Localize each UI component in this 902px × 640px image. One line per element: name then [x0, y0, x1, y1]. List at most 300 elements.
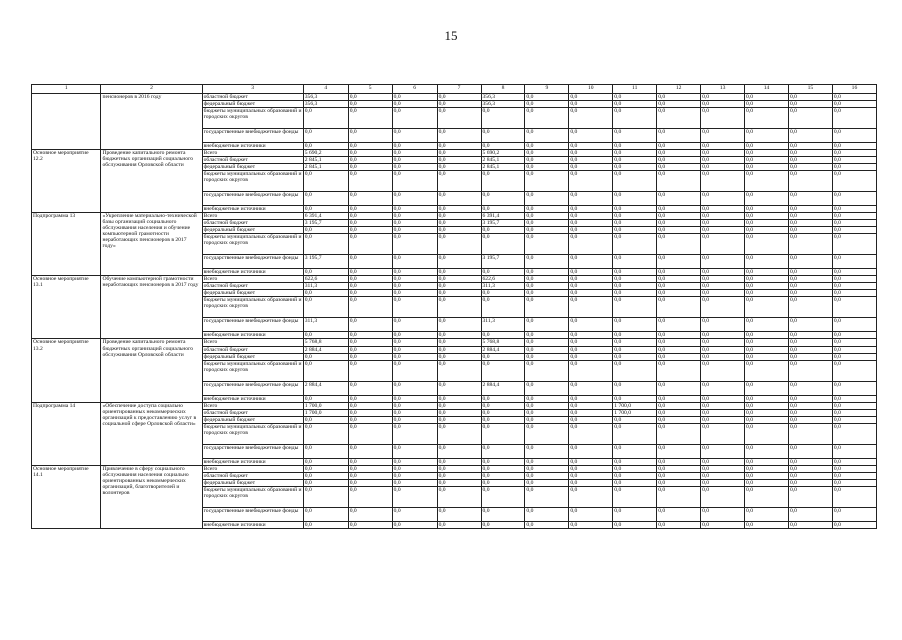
- value-cell: 0,0: [701, 402, 745, 409]
- value-cell: 0,0: [745, 164, 789, 171]
- table-body: [32, 94, 877, 529]
- value-cell: 0,0: [788, 206, 832, 213]
- value-cell: 0,0: [392, 171, 437, 192]
- program-description-cell: пенсионеров в 2016 году: [101, 94, 202, 150]
- funding-source-cell: внебюджетные источники: [202, 143, 303, 150]
- value-cell: 0,0: [348, 269, 392, 276]
- value-cell: 0,0: [832, 143, 876, 150]
- value-cell: 0,0: [788, 213, 832, 220]
- value-cell: 0,0: [569, 402, 613, 409]
- value-cell: 622,6: [303, 276, 348, 283]
- value-cell: 0,0: [832, 486, 876, 507]
- value-cell: 0,0: [569, 381, 613, 395]
- column-number: 13: [701, 85, 745, 94]
- column-number: 8: [481, 85, 525, 94]
- value-cell: 0,0: [657, 255, 701, 269]
- value-cell: 0,0: [437, 339, 481, 346]
- value-cell: 0,0: [788, 234, 832, 255]
- value-cell: 356,3: [481, 94, 525, 101]
- funding-source-cell: государственные внебюджетные фонды: [202, 255, 303, 269]
- value-cell: 0,0: [437, 507, 481, 521]
- value-cell: 0,0: [788, 332, 832, 339]
- value-cell: 0,0: [392, 157, 437, 164]
- value-cell: 0,0: [481, 360, 525, 381]
- value-cell: 0,0: [788, 479, 832, 486]
- value-cell: 0,0: [303, 416, 348, 423]
- funding-source-cell: федеральный бюджет: [202, 227, 303, 234]
- value-cell: 2 845,1: [303, 164, 348, 171]
- value-cell: 0,0: [745, 339, 789, 346]
- value-cell: 0,0: [701, 213, 745, 220]
- value-cell: 0,0: [832, 353, 876, 360]
- value-cell: 0,0: [832, 423, 876, 444]
- value-cell: 0,0: [303, 234, 348, 255]
- value-cell: 0,0: [348, 465, 392, 472]
- value-cell: 0,0: [437, 444, 481, 458]
- value-cell: 0,0: [569, 290, 613, 297]
- funding-source-cell: Всего: [202, 213, 303, 220]
- value-cell: 0,0: [613, 479, 657, 486]
- value-cell: 0,0: [525, 346, 569, 353]
- value-cell: 0,0: [437, 164, 481, 171]
- value-cell: 0,0: [745, 472, 789, 479]
- value-cell: 0,0: [437, 395, 481, 402]
- value-cell: 0,0: [657, 157, 701, 164]
- value-cell: 0,0: [348, 521, 392, 528]
- value-cell: 0,0: [569, 164, 613, 171]
- value-cell: 0,0: [569, 409, 613, 416]
- value-cell: 0,0: [392, 395, 437, 402]
- value-cell: 0,0: [701, 108, 745, 129]
- value-cell: 0,0: [481, 234, 525, 255]
- value-cell: 0,0: [481, 192, 525, 206]
- funding-source-cell: государственные внебюджетные фонды: [202, 192, 303, 206]
- value-cell: 0,0: [745, 486, 789, 507]
- value-cell: 0,0: [657, 521, 701, 528]
- value-cell: 0,0: [392, 276, 437, 283]
- value-cell: 0,0: [392, 458, 437, 465]
- value-cell: 0,0: [745, 409, 789, 416]
- value-cell: 0,0: [348, 423, 392, 444]
- value-cell: 0,0: [525, 206, 569, 213]
- value-cell: 0,0: [392, 381, 437, 395]
- value-cell: 0,0: [832, 395, 876, 402]
- value-cell: 0,0: [745, 353, 789, 360]
- value-cell: 5 768,8: [303, 339, 348, 346]
- value-cell: 0,0: [657, 318, 701, 332]
- value-cell: 0,0: [481, 353, 525, 360]
- value-cell: 0,0: [613, 227, 657, 234]
- funding-source-cell: Всего: [202, 402, 303, 409]
- value-cell: 0,0: [569, 507, 613, 521]
- value-cell: 0,0: [525, 353, 569, 360]
- value-cell: 0,0: [303, 479, 348, 486]
- value-cell: 0,0: [745, 108, 789, 129]
- value-cell: 0,0: [569, 346, 613, 353]
- value-cell: 0,0: [481, 472, 525, 479]
- value-cell: 0,0: [788, 290, 832, 297]
- value-cell: 0,0: [745, 150, 789, 157]
- value-cell: 0,0: [788, 409, 832, 416]
- value-cell: 0,0: [832, 108, 876, 129]
- table-row: [32, 402, 877, 409]
- value-cell: 0,0: [392, 402, 437, 409]
- value-cell: 0,0: [525, 465, 569, 472]
- value-cell: 0,0: [348, 381, 392, 395]
- value-cell: 0,0: [832, 150, 876, 157]
- value-cell: 0,0: [437, 171, 481, 192]
- value-cell: 0,0: [788, 255, 832, 269]
- value-cell: 0,0: [832, 101, 876, 108]
- value-cell: 0,0: [525, 318, 569, 332]
- value-cell: 0,0: [437, 486, 481, 507]
- value-cell: 0,0: [788, 157, 832, 164]
- value-cell: 0,0: [569, 395, 613, 402]
- value-cell: 0,0: [701, 360, 745, 381]
- value-cell: 0,0: [745, 143, 789, 150]
- value-cell: 2 884,4: [303, 381, 348, 395]
- value-cell: 311,3: [481, 283, 525, 290]
- value-cell: 6 391,4: [481, 213, 525, 220]
- value-cell: 0,0: [788, 353, 832, 360]
- table-row: [32, 339, 877, 346]
- value-cell: 0,0: [392, 360, 437, 381]
- value-cell: 0,0: [303, 192, 348, 206]
- value-cell: 0,0: [701, 297, 745, 318]
- value-cell: 0,0: [569, 521, 613, 528]
- value-cell: 0,0: [437, 206, 481, 213]
- value-cell: 0,0: [569, 94, 613, 101]
- value-cell: 0,0: [392, 297, 437, 318]
- value-cell: 0,0: [569, 416, 613, 423]
- value-cell: 0,0: [657, 458, 701, 465]
- value-cell: 0,0: [745, 465, 789, 472]
- value-cell: 0,0: [788, 227, 832, 234]
- value-cell: 0,0: [348, 276, 392, 283]
- value-cell: 0,0: [348, 339, 392, 346]
- value-cell: 0,0: [613, 395, 657, 402]
- funding-source-cell: бюджеты муниципальных образований и городских округов: [202, 108, 303, 129]
- funding-source-cell: федеральный бюджет: [202, 290, 303, 297]
- value-cell: 0,0: [303, 444, 348, 458]
- value-cell: 0,0: [481, 479, 525, 486]
- value-cell: 0,0: [525, 444, 569, 458]
- funding-source-cell: государственные внебюджетные фонды: [202, 444, 303, 458]
- value-cell: 0,0: [657, 283, 701, 290]
- value-cell: 0,0: [613, 276, 657, 283]
- value-cell: 0,0: [348, 472, 392, 479]
- funding-source-cell: государственные внебюджетные фонды: [202, 318, 303, 332]
- value-cell: 0,0: [392, 353, 437, 360]
- value-cell: 0,0: [788, 108, 832, 129]
- value-cell: 0,0: [525, 164, 569, 171]
- value-cell: 0,0: [613, 171, 657, 192]
- program-description-cell: Привлечение в сферу социального обслуживания населения социально ориентированных некоммерческих организаций, благотворителей и волонтеров: [101, 465, 202, 528]
- value-cell: 0,0: [481, 486, 525, 507]
- value-cell: 0,0: [303, 269, 348, 276]
- column-number: 5: [348, 85, 392, 94]
- value-cell: 0,0: [348, 206, 392, 213]
- value-cell: 0,0: [348, 101, 392, 108]
- value-cell: 0,0: [745, 423, 789, 444]
- value-cell: 622,6: [481, 276, 525, 283]
- value-cell: 0,0: [613, 164, 657, 171]
- funding-source-cell: бюджеты муниципальных образований и городских округов: [202, 171, 303, 192]
- column-number: 15: [788, 85, 832, 94]
- value-cell: 0,0: [701, 458, 745, 465]
- value-cell: 0,0: [745, 101, 789, 108]
- value-cell: 0,0: [832, 479, 876, 486]
- funding-source-cell: областной бюджет: [202, 220, 303, 227]
- value-cell: 0,0: [481, 521, 525, 528]
- value-cell: 0,0: [481, 458, 525, 465]
- value-cell: 0,0: [569, 339, 613, 346]
- value-cell: 0,0: [348, 479, 392, 486]
- value-cell: 0,0: [832, 157, 876, 164]
- value-cell: 0,0: [613, 486, 657, 507]
- value-cell: 0,0: [613, 297, 657, 318]
- value-cell: 0,0: [745, 269, 789, 276]
- value-cell: 0,0: [613, 192, 657, 206]
- value-cell: 0,0: [303, 297, 348, 318]
- value-cell: 0,0: [348, 416, 392, 423]
- value-cell: 0,0: [788, 521, 832, 528]
- value-cell: 0,0: [701, 521, 745, 528]
- value-cell: 0,0: [481, 297, 525, 318]
- value-cell: 0,0: [745, 283, 789, 290]
- value-cell: 0,0: [613, 213, 657, 220]
- value-cell: 0,0: [832, 213, 876, 220]
- value-cell: 0,0: [832, 318, 876, 332]
- value-cell: 0,0: [392, 318, 437, 332]
- value-cell: 0,0: [569, 269, 613, 276]
- funding-source-cell: Всего: [202, 276, 303, 283]
- value-cell: 0,0: [437, 129, 481, 143]
- table-row: [32, 465, 877, 472]
- value-cell: 0,0: [745, 157, 789, 164]
- value-cell: 0,0: [657, 339, 701, 346]
- value-cell: 0,0: [613, 360, 657, 381]
- value-cell: 0,0: [392, 416, 437, 423]
- value-cell: 0,0: [481, 507, 525, 521]
- value-cell: 0,0: [657, 360, 701, 381]
- value-cell: 0,0: [437, 255, 481, 269]
- value-cell: 0,0: [657, 465, 701, 472]
- value-cell: 0,0: [613, 129, 657, 143]
- value-cell: 0,0: [392, 150, 437, 157]
- value-cell: 0,0: [348, 220, 392, 227]
- value-cell: 0,0: [657, 472, 701, 479]
- value-cell: 0,0: [437, 465, 481, 472]
- value-cell: 0,0: [701, 479, 745, 486]
- value-cell: 0,0: [437, 269, 481, 276]
- value-cell: 0,0: [348, 290, 392, 297]
- value-cell: 0,0: [613, 143, 657, 150]
- value-cell: 0,0: [437, 416, 481, 423]
- table-row: [32, 276, 877, 283]
- value-cell: 0,0: [569, 255, 613, 269]
- funding-source-cell: областной бюджет: [202, 346, 303, 353]
- column-number: 12: [657, 85, 701, 94]
- value-cell: 0,0: [832, 227, 876, 234]
- program-name-cell: Основное мероприятие 13.1: [32, 276, 101, 339]
- value-cell: 0,0: [303, 171, 348, 192]
- value-cell: 1 700,0: [613, 409, 657, 416]
- value-cell: 0,0: [437, 192, 481, 206]
- funding-source-cell: Всего: [202, 465, 303, 472]
- value-cell: 0,0: [613, 381, 657, 395]
- funding-source-cell: областной бюджет: [202, 157, 303, 164]
- value-cell: 0,0: [392, 409, 437, 416]
- value-cell: 0,0: [788, 269, 832, 276]
- value-cell: 0,0: [569, 332, 613, 339]
- value-cell: 0,0: [437, 297, 481, 318]
- value-cell: 0,0: [701, 164, 745, 171]
- value-cell: 0,0: [437, 521, 481, 528]
- value-cell: 0,0: [745, 227, 789, 234]
- value-cell: 0,0: [569, 283, 613, 290]
- value-cell: 0,0: [745, 346, 789, 353]
- value-cell: 0,0: [481, 129, 525, 143]
- value-cell: 0,0: [437, 402, 481, 409]
- value-cell: 0,0: [657, 297, 701, 318]
- value-cell: 0,0: [657, 150, 701, 157]
- value-cell: 0,0: [788, 276, 832, 283]
- budget-table: [31, 84, 877, 529]
- value-cell: 0,0: [392, 444, 437, 458]
- value-cell: 0,0: [525, 171, 569, 192]
- value-cell: 0,0: [525, 360, 569, 381]
- value-cell: 0,0: [657, 143, 701, 150]
- value-cell: 0,0: [348, 409, 392, 416]
- value-cell: 0,0: [701, 486, 745, 507]
- value-cell: 0,0: [481, 171, 525, 192]
- value-cell: 0,0: [657, 227, 701, 234]
- value-cell: 0,0: [701, 353, 745, 360]
- value-cell: 0,0: [657, 381, 701, 395]
- value-cell: 0,0: [657, 220, 701, 227]
- value-cell: 1 700,0: [303, 402, 348, 409]
- value-cell: 0,0: [569, 234, 613, 255]
- table-row: [32, 150, 877, 157]
- value-cell: 0,0: [481, 290, 525, 297]
- funding-source-cell: государственные внебюджетные фонды: [202, 129, 303, 143]
- value-cell: 0,0: [437, 353, 481, 360]
- funding-source-cell: областной бюджет: [202, 283, 303, 290]
- value-cell: 0,0: [788, 416, 832, 423]
- funding-source-cell: федеральный бюджет: [202, 101, 303, 108]
- funding-source-cell: областной бюджет: [202, 409, 303, 416]
- value-cell: 0,0: [613, 220, 657, 227]
- value-cell: 2 884,4: [303, 346, 348, 353]
- value-cell: 3 195,7: [303, 255, 348, 269]
- value-cell: 0,0: [481, 206, 525, 213]
- value-cell: 0,0: [832, 339, 876, 346]
- value-cell: 311,3: [481, 318, 525, 332]
- value-cell: 0,0: [745, 318, 789, 332]
- value-cell: 0,0: [701, 234, 745, 255]
- value-cell: 0,0: [392, 521, 437, 528]
- value-cell: 0,0: [392, 129, 437, 143]
- program-description-cell: Обучение компьютерной грамотности неработающих пенсионеров в 2017 году: [101, 276, 202, 339]
- value-cell: 0,0: [437, 360, 481, 381]
- value-cell: 0,0: [525, 192, 569, 206]
- program-name-cell: Основное мероприятие 12.2: [32, 150, 101, 213]
- value-cell: 0,0: [657, 101, 701, 108]
- value-cell: 0,0: [392, 269, 437, 276]
- value-cell: 356,3: [303, 101, 348, 108]
- value-cell: 0,0: [745, 381, 789, 395]
- value-cell: 0,0: [788, 150, 832, 157]
- value-cell: 0,0: [613, 332, 657, 339]
- value-cell: 0,0: [525, 507, 569, 521]
- column-number: 10: [569, 85, 613, 94]
- value-cell: 0,0: [788, 143, 832, 150]
- value-cell: 0,0: [788, 395, 832, 402]
- value-cell: 0,0: [788, 171, 832, 192]
- value-cell: 0,0: [657, 395, 701, 402]
- value-cell: 0,0: [569, 458, 613, 465]
- value-cell: 0,0: [613, 108, 657, 129]
- value-cell: 0,0: [745, 206, 789, 213]
- value-cell: 0,0: [832, 332, 876, 339]
- value-cell: 0,0: [657, 269, 701, 276]
- value-cell: 0,0: [348, 297, 392, 318]
- value-cell: 0,0: [303, 353, 348, 360]
- value-cell: 0,0: [701, 129, 745, 143]
- value-cell: 2 884,4: [481, 346, 525, 353]
- value-cell: 0,0: [657, 353, 701, 360]
- value-cell: 0,0: [525, 143, 569, 150]
- value-cell: 0,0: [437, 108, 481, 129]
- value-cell: 0,0: [657, 479, 701, 486]
- value-cell: 0,0: [788, 346, 832, 353]
- value-cell: 0,0: [348, 360, 392, 381]
- value-cell: 0,0: [348, 318, 392, 332]
- value-cell: 0,0: [348, 234, 392, 255]
- value-cell: 0,0: [745, 213, 789, 220]
- value-cell: 0,0: [701, 101, 745, 108]
- value-cell: 0,0: [303, 472, 348, 479]
- value-cell: 0,0: [613, 101, 657, 108]
- value-cell: 0,0: [788, 486, 832, 507]
- value-cell: 0,0: [745, 458, 789, 465]
- value-cell: 0,0: [437, 472, 481, 479]
- value-cell: 0,0: [613, 157, 657, 164]
- value-cell: 0,0: [569, 318, 613, 332]
- value-cell: 0,0: [525, 234, 569, 255]
- value-cell: 0,0: [569, 423, 613, 444]
- column-number: 16: [832, 85, 876, 94]
- funding-source-cell: внебюджетные источники: [202, 458, 303, 465]
- value-cell: 0,0: [701, 276, 745, 283]
- value-cell: 0,0: [481, 465, 525, 472]
- value-cell: 0,0: [569, 192, 613, 206]
- value-cell: 0,0: [788, 465, 832, 472]
- value-cell: 0,0: [348, 332, 392, 339]
- value-cell: 0,0: [613, 339, 657, 346]
- funding-source-cell: бюджеты муниципальных образований и городских округов: [202, 297, 303, 318]
- value-cell: 0,0: [788, 472, 832, 479]
- program-description-cell: Проведение капитального ремонта бюджетных организаций социального обслуживания Орловской области: [101, 150, 202, 213]
- value-cell: 0,0: [303, 507, 348, 521]
- value-cell: 0,0: [701, 143, 745, 150]
- value-cell: 0,0: [613, 283, 657, 290]
- value-cell: 0,0: [348, 507, 392, 521]
- value-cell: 0,0: [832, 255, 876, 269]
- value-cell: 0,0: [832, 269, 876, 276]
- value-cell: 0,0: [437, 479, 481, 486]
